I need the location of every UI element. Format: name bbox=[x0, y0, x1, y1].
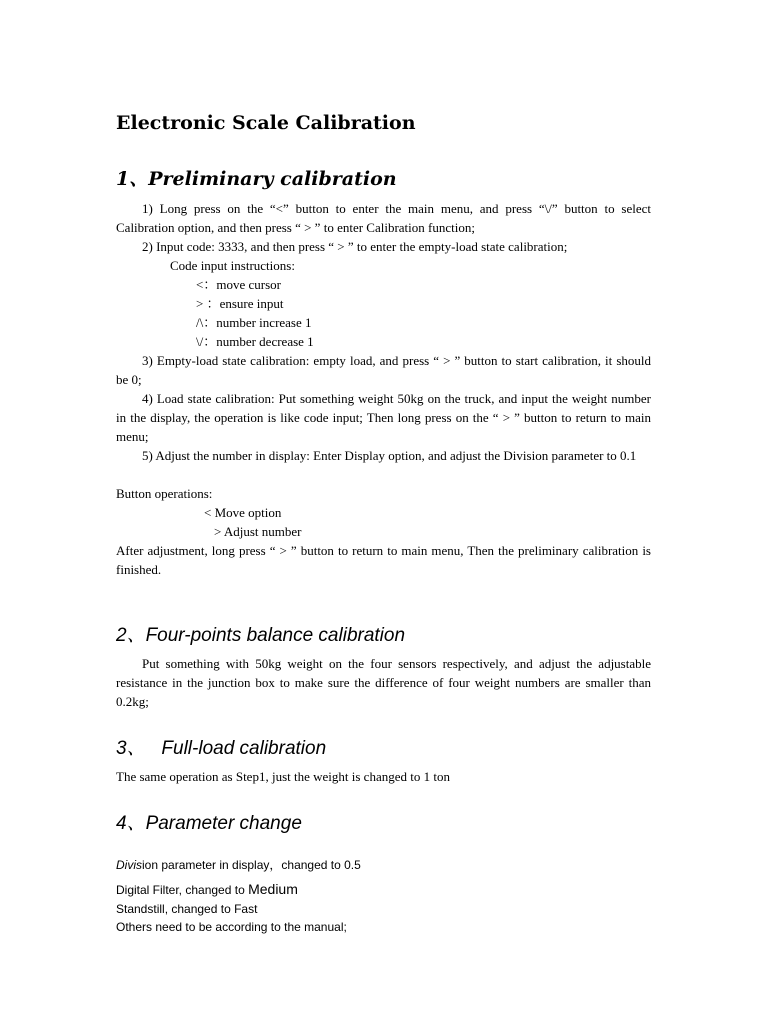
button-operations-label: Button operations: bbox=[116, 486, 213, 501]
digital-filter-text: Digital Filter, changed to bbox=[116, 883, 249, 897]
section-2-body: Put something with 50kg weight on the four sensors respectively, and adjust the adjustable resistance in the junction box to make sure the difference of four weight numbers are smaller than 0.2kg; bbox=[116, 656, 651, 709]
section-4-heading: 4、Parameter change bbox=[116, 813, 302, 834]
division-parameter-line bbox=[116, 856, 361, 874]
section-1-heading: 1、Preliminary calibration bbox=[116, 168, 397, 190]
division-italic-prefix: Divis bbox=[116, 858, 142, 872]
section-2-heading: 2、Four-points balance calibration bbox=[116, 625, 406, 646]
button-op-move-option: < Move option bbox=[204, 505, 282, 520]
document-title: Electronic Scale Calibration bbox=[116, 112, 416, 134]
section-3-heading: 3、 Full-load calibration bbox=[116, 738, 327, 759]
code-item-decrease: \/：number decrease 1 bbox=[196, 334, 314, 349]
section-1-step-4: 4) Load state calibration: Put something weight 50kg on the truck, and input the weight number in the display, the operation is like code input; Then long press on the “ > ” button to return to main menu; bbox=[116, 391, 651, 444]
button-op-adjust-number: > Adjust number bbox=[214, 524, 302, 539]
standstill-line: Standstill, changed to Fast bbox=[116, 902, 258, 916]
others-manual-line: Others need to be according to the manual; bbox=[116, 920, 347, 934]
section-1-step-3: 3) Empty-load state calibration: empty load, and press “ > ” button to start calibration, it should be 0; bbox=[116, 353, 651, 387]
code-item-move-cursor: <：move cursor bbox=[196, 277, 281, 292]
division-parameter-text: ion parameter in display，changed to 0.5 bbox=[142, 858, 361, 872]
code-item-increase: /\：number increase 1 bbox=[196, 315, 312, 330]
section-3-body: The same operation as Step1, just the weight is changed to 1 ton bbox=[116, 769, 450, 784]
code-input-intro: Code input instructions: bbox=[170, 258, 295, 273]
section-1-step-1: 1) Long press on the “<” button to enter the main menu, and press “\/” button to select Calibration option, and then press “ > ” to enter Calibration function; bbox=[116, 201, 651, 235]
section-1-step-2: 2) Input code: 3333, and then press “ > ” to enter the empty-load state calibration; bbox=[142, 239, 568, 254]
digital-filter-value: Medium bbox=[248, 881, 298, 897]
section-1-step-5: 5) Adjust the number in display: Enter Display option, and adjust the Division parameter to 0.1 bbox=[142, 448, 637, 463]
code-item-ensure-input: > ：ensure input bbox=[196, 296, 284, 311]
digital-filter-line bbox=[116, 880, 298, 899]
section-1-closing: After adjustment, long press “ > ” button to return to main menu, Then the preliminary calibration is finished. bbox=[116, 543, 651, 577]
